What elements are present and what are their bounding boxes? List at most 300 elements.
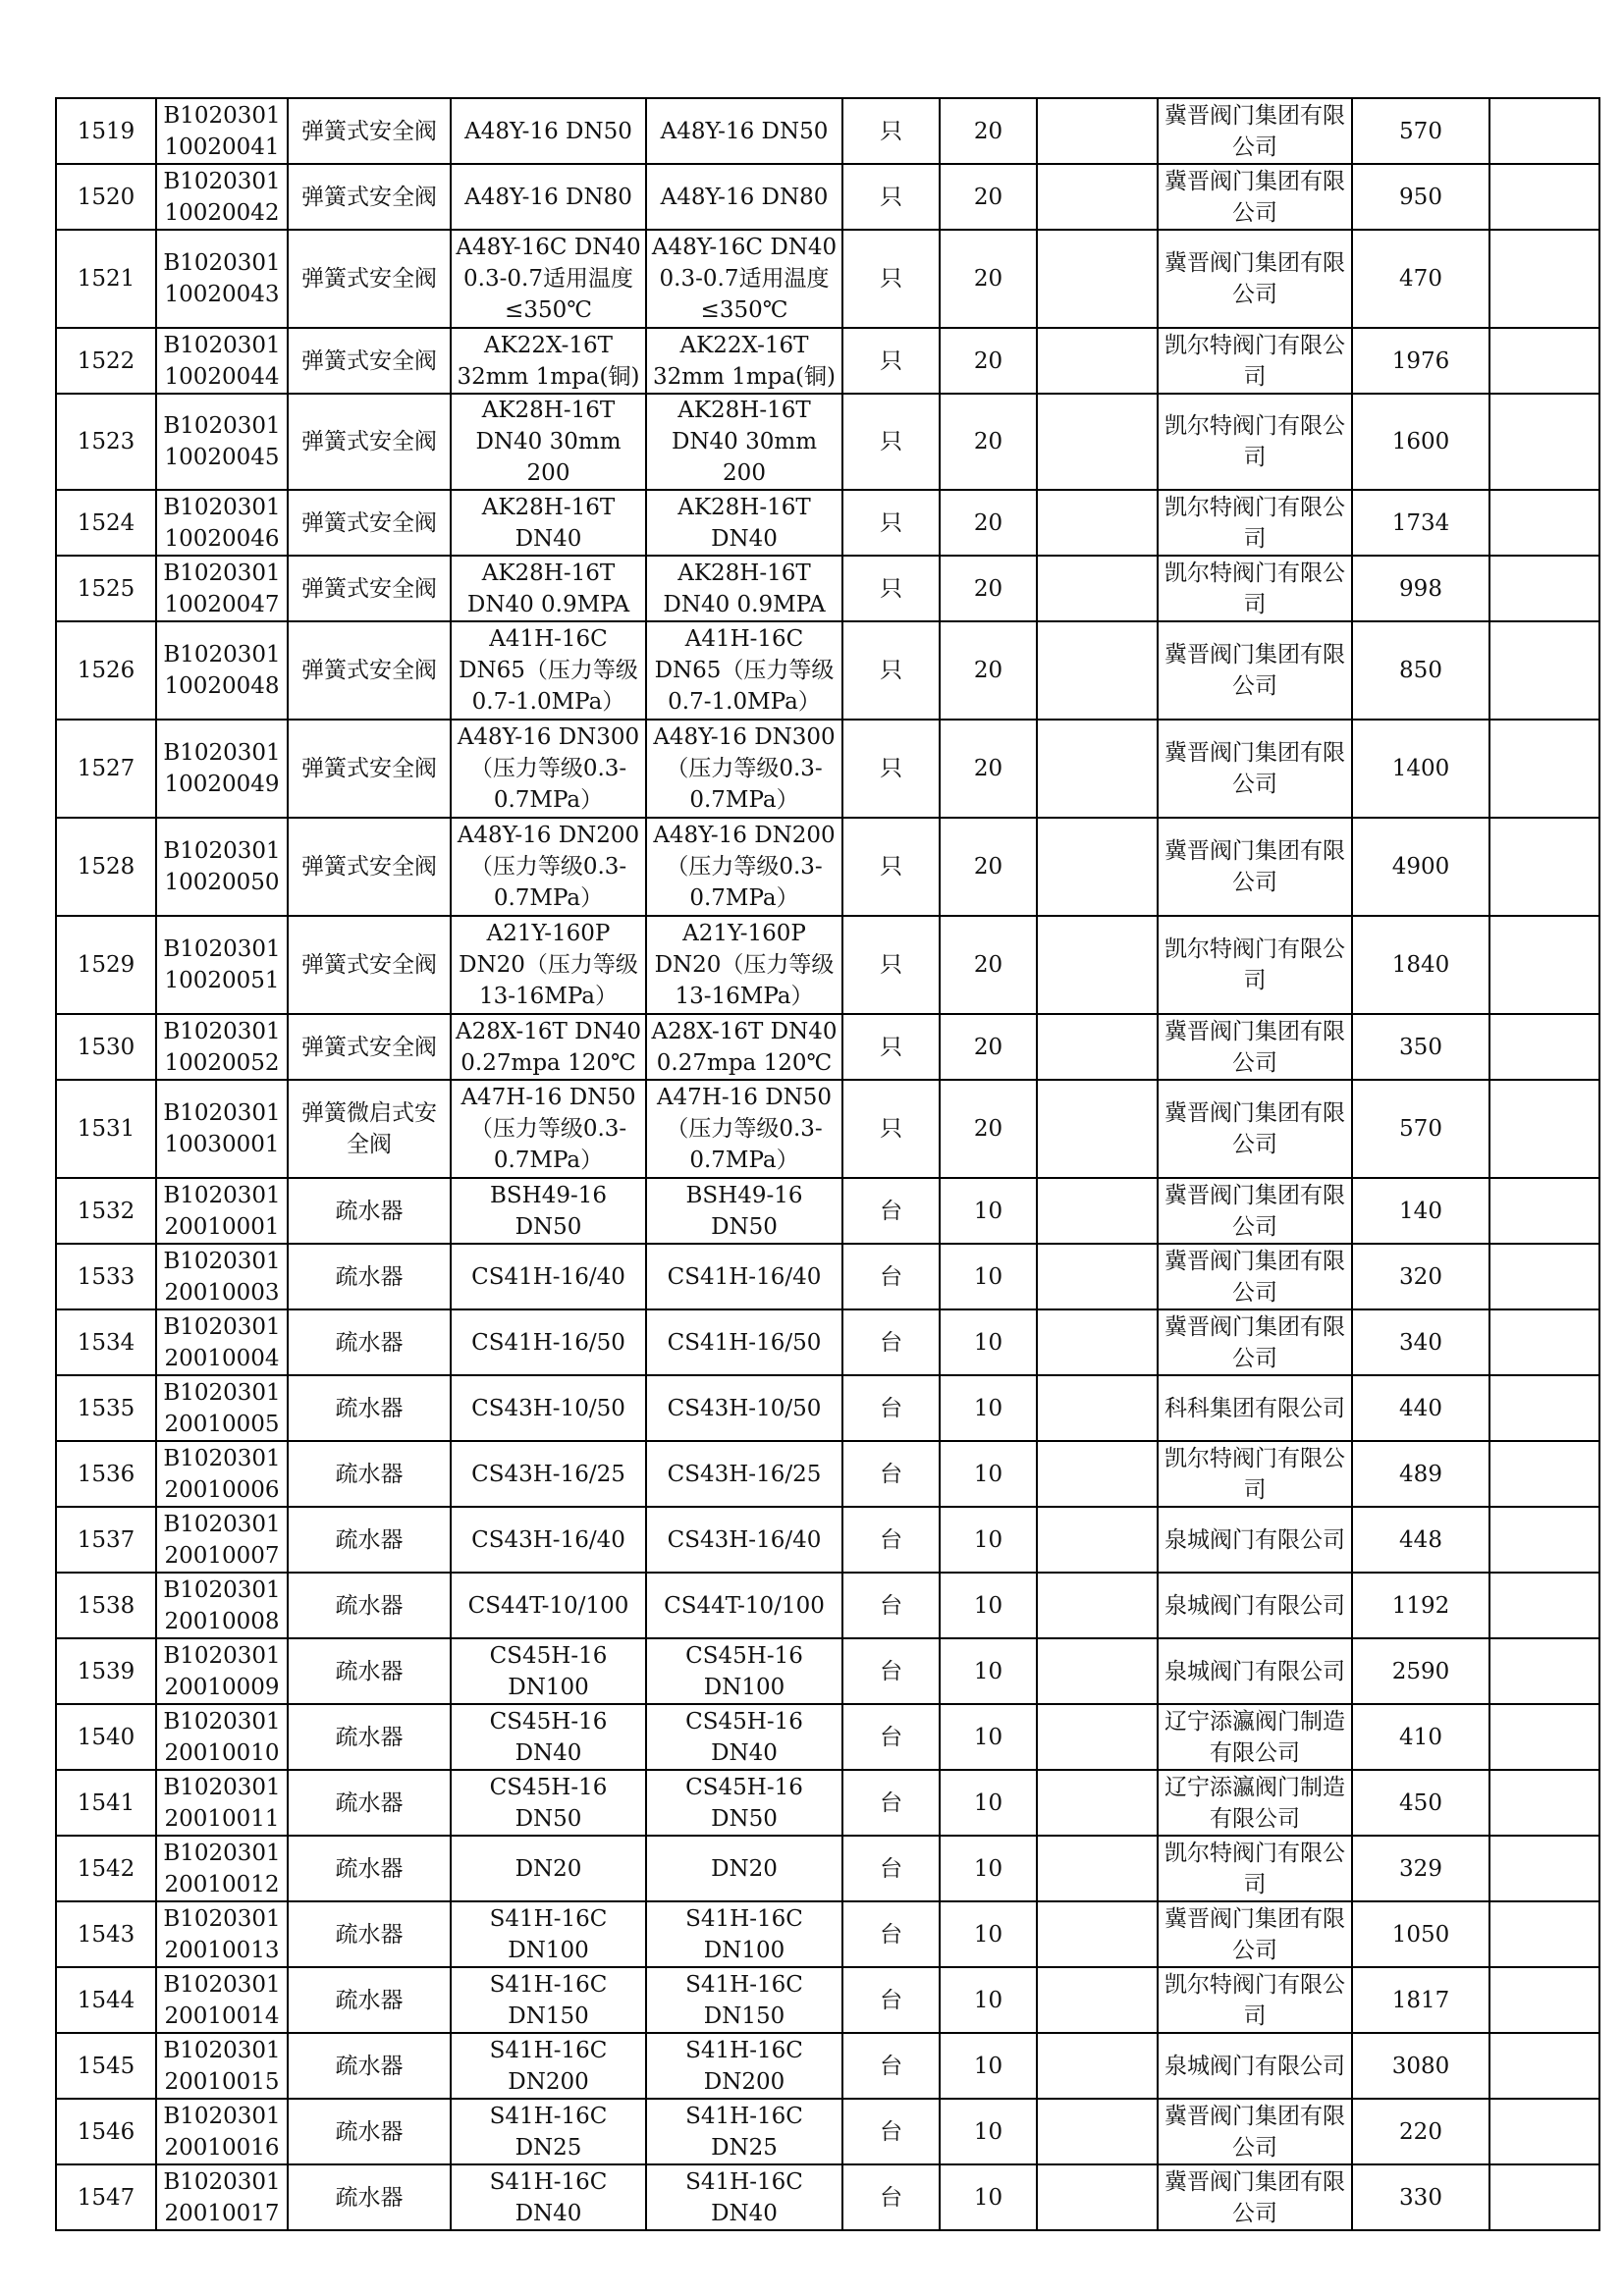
price-cell-text: 1192 [1391,1592,1450,1619]
unit-cell-text: 台 [880,1329,902,1356]
spec-cell [646,556,842,621]
item-code-cell-text: B1020301 20010009 [163,1642,281,1700]
item-name-cell-text: 弹簧式安全阀 [301,575,437,602]
unit-cell [842,1014,940,1080]
spec-cell [646,490,842,556]
manufacturer-cell [1158,1375,1352,1441]
unit-cell [842,164,940,230]
unit-cell [842,1375,940,1441]
price-cell [1352,1638,1489,1704]
spec-cell-text: DN20 [711,1855,778,1882]
quantity-cell [940,720,1037,818]
unit-cell-text: 只 [880,429,902,454]
price-cell-text: 220 [1399,2118,1442,2145]
item-name-cell-text: 弹簧式安全阀 [301,658,437,683]
model-spec-cell-text: A28X-16T DN40 0.27mpa 120℃ [456,1018,641,1076]
price-cell [1352,2033,1489,2099]
item-code-cell-text: B1020301 10020048 [163,642,281,699]
remark-cell [1489,328,1599,394]
manufacturer-cell [1158,1770,1352,1836]
model-spec-cell-text: CS41H-16/40 [471,1263,625,1290]
row-number-cell-text: 1538 [77,1592,135,1619]
quantity-cell-text: 10 [973,1526,1003,1553]
spec-cell [646,1178,842,1244]
quantity-cell-text: 10 [973,1658,1003,1684]
manufacturer-cell-text: 辽宁添瀛阀门制造有限公司 [1164,1774,1345,1832]
manufacturer-cell [1158,1967,1352,2033]
row-number-cell-text: 1521 [77,266,135,292]
row-number-cell [56,720,156,818]
row-number-cell [56,1573,156,1638]
price-cell [1352,230,1489,328]
item-code-cell [156,1178,288,1244]
row-number-cell-text: 1522 [77,347,135,374]
spec-cell-text: CS44T-10/100 [664,1592,825,1619]
spec-cell-text: AK28H-16T DN40 [677,494,811,552]
model-spec-cell-text: CS45H-16 DN100 [489,1642,608,1700]
item-name-cell-text: 疏水器 [335,1789,404,1816]
quantity-cell-text: 10 [973,2184,1003,2211]
item-name-cell [288,1573,451,1638]
model-spec-cell [451,1704,646,1770]
unit-cell [842,1967,940,2033]
note-cell [1037,1309,1158,1375]
model-spec-cell [451,1573,646,1638]
row-number-cell-text: 1523 [77,429,135,454]
manufacturer-cell-text: 冀晋阀门集团有限公司 [1164,642,1345,699]
item-name-cell-text: 疏水器 [335,2053,404,2079]
model-spec-cell-text: CS43H-10/50 [471,1395,625,1421]
item-code-cell [156,1573,288,1638]
spec-cell-text: S41H-16C DN100 [685,1905,803,1963]
spec-cell [646,230,842,328]
quantity-cell [940,1704,1037,1770]
unit-cell [842,1638,940,1704]
note-cell [1037,328,1158,394]
item-code-cell [156,1507,288,1573]
note-cell [1037,1014,1158,1080]
item-name-cell [288,1638,451,1704]
price-cell-text: 1050 [1391,1921,1450,1948]
price-cell-text: 1600 [1391,429,1450,454]
remark-cell [1489,2033,1599,2099]
item-code-cell-text: B1020301 20010011 [163,1774,281,1832]
remark-cell [1489,621,1599,720]
model-spec-cell-text: CS41H-16/50 [471,1329,625,1356]
price-cell-text: 410 [1399,1724,1442,1750]
price-cell [1352,556,1489,621]
model-spec-cell [451,1244,646,1309]
table-row [56,2033,1599,2099]
quantity-cell-text: 10 [973,1263,1003,1290]
table-row [56,490,1599,556]
model-spec-cell [451,230,646,328]
unit-cell [842,1573,940,1638]
item-code-cell [156,1309,288,1375]
item-name-cell [288,490,451,556]
remark-cell [1489,1901,1599,1967]
model-spec-cell-text: CS45H-16 DN40 [489,1708,608,1766]
manufacturer-cell [1158,1309,1352,1375]
item-code-cell [156,328,288,394]
remark-cell [1489,394,1599,490]
table-row [56,1178,1599,1244]
model-spec-cell-text: A48Y-16C DN40 0.3-0.7适用温度≤350℃ [456,235,641,323]
model-spec-cell-text: BSH49-16 DN50 [489,1182,608,1240]
spec-cell [646,2164,842,2230]
quantity-cell-text: 20 [973,184,1003,210]
quantity-cell [940,1836,1037,1901]
spec-cell [646,621,842,720]
item-code-cell [156,490,288,556]
remark-cell [1489,98,1599,164]
manufacturer-cell-text: 冀晋阀门集团有限公司 [1164,1905,1345,1963]
manufacturer-cell [1158,490,1352,556]
unit-cell-text: 台 [880,1921,902,1948]
manufacturer-cell-text: 冀晋阀门集团有限公司 [1164,168,1345,226]
remark-cell [1489,720,1599,818]
quantity-cell-text: 20 [973,756,1003,781]
spec-cell [646,328,842,394]
spec-cell-text: S41H-16C DN25 [685,2103,803,2161]
manufacturer-cell [1158,1244,1352,1309]
manufacturer-cell [1158,2099,1352,2164]
unit-cell [842,394,940,490]
item-name-cell [288,1014,451,1080]
note-cell [1037,1638,1158,1704]
item-code-cell-text: B1020301 10020052 [163,1018,281,1076]
note-cell [1037,394,1158,490]
price-cell-text: 950 [1399,184,1442,210]
spec-cell-text: A48Y-16 DN200（压力等级0.3-0.7MPa） [653,823,836,911]
model-spec-cell-text: AK22X-16T 32mm 1mpa(铜) [457,332,640,390]
table-row [56,1836,1599,1901]
row-number-cell-text: 1528 [77,854,135,880]
unit-cell-text: 台 [880,1658,902,1684]
item-name-cell [288,916,451,1014]
item-code-cell-text: B1020301 20010012 [163,1840,281,1897]
row-number-cell-text: 1524 [77,509,135,536]
price-cell [1352,1014,1489,1080]
price-cell [1352,720,1489,818]
unit-cell [842,1244,940,1309]
manufacturer-cell-text: 凯尔特阀门有限公司 [1164,332,1345,390]
remark-cell [1489,2164,1599,2230]
row-number-cell [56,1967,156,2033]
model-spec-cell [451,556,646,621]
model-spec-cell [451,1836,646,1901]
spec-cell [646,1704,842,1770]
remark-cell [1489,818,1599,916]
spec-cell-text: S41H-16C DN200 [685,2037,803,2095]
price-cell [1352,1901,1489,1967]
quantity-cell-text: 10 [973,1855,1003,1882]
unit-cell-text: 台 [880,2184,902,2211]
price-cell [1352,1507,1489,1573]
item-code-cell-text: B1020301 10020046 [163,494,281,552]
table-row [56,328,1599,394]
item-name-cell-text: 疏水器 [335,1724,404,1750]
spec-cell-text: CS45H-16 DN40 [685,1708,803,1766]
table-row [56,1309,1599,1375]
item-name-cell [288,2164,451,2230]
model-spec-cell-text: AK28H-16T DN40 30mm 200 [475,398,622,486]
note-cell [1037,1080,1158,1178]
spec-cell [646,2033,842,2099]
unit-cell [842,720,940,818]
price-cell-text: 470 [1399,266,1442,292]
item-code-cell-text: B1020301 20010016 [163,2103,281,2161]
manufacturer-cell-text: 泉城阀门有限公司 [1164,1592,1345,1619]
row-number-cell [56,394,156,490]
row-number-cell-text: 1527 [77,756,135,781]
item-code-cell-text: B1020301 20010007 [163,1511,281,1569]
note-cell [1037,556,1158,621]
table-row [56,2164,1599,2230]
note-cell [1037,2099,1158,2164]
model-spec-cell [451,720,646,818]
note-cell [1037,916,1158,1014]
manufacturer-cell-text: 凯尔特阀门有限公司 [1164,413,1345,470]
quantity-cell-text: 10 [973,1592,1003,1619]
item-code-cell-text: B1020301 10030001 [163,1100,281,1157]
unit-cell [842,1901,940,1967]
row-number-cell [56,164,156,230]
item-name-cell-text: 弹簧式安全阀 [301,429,437,454]
quantity-cell [940,1178,1037,1244]
note-cell [1037,98,1158,164]
unit-cell [842,490,940,556]
spec-cell [646,2099,842,2164]
manufacturer-cell [1158,1573,1352,1638]
price-cell [1352,164,1489,230]
item-code-cell-text: B1020301 20010005 [163,1379,281,1437]
table-row [56,1967,1599,2033]
table-row [56,1080,1599,1178]
quantity-cell-text: 20 [973,509,1003,536]
model-spec-cell [451,2099,646,2164]
quantity-cell [940,1375,1037,1441]
item-name-cell-text: 疏水器 [335,1592,404,1619]
quantity-cell-text: 10 [973,1329,1003,1356]
price-cell [1352,1967,1489,2033]
unit-cell-text: 台 [880,1855,902,1882]
note-cell [1037,720,1158,818]
item-code-cell-text: B1020301 10020042 [163,168,281,226]
remark-cell [1489,490,1599,556]
item-name-cell-text: 疏水器 [335,1395,404,1421]
unit-cell-text: 台 [880,1461,902,1487]
manufacturer-cell-text: 冀晋阀门集团有限公司 [1164,1182,1345,1240]
remark-cell [1489,1704,1599,1770]
unit-cell [842,818,940,916]
quantity-cell [940,230,1037,328]
row-number-cell-text: 1530 [77,1034,135,1060]
unit-cell [842,1836,940,1901]
quantity-cell [940,1901,1037,1967]
price-cell-text: 330 [1399,2184,1442,2211]
spec-cell [646,720,842,818]
quantity-cell-text: 10 [973,1921,1003,1948]
manufacturer-cell [1158,1836,1352,1901]
quantity-cell-text: 20 [973,1034,1003,1060]
table-row [56,98,1599,164]
spec-cell [646,164,842,230]
price-cell-text: 350 [1399,1034,1442,1060]
spec-cell [646,1375,842,1441]
unit-cell [842,621,940,720]
table-row [56,1507,1599,1573]
price-cell-text: 448 [1399,1526,1442,1553]
quantity-cell [940,556,1037,621]
price-cell [1352,1178,1489,1244]
item-code-cell [156,1770,288,1836]
model-spec-cell-text: S41H-16C DN25 [489,2103,608,2161]
model-spec-cell-text: A21Y-160P DN20（压力等级13-16MPa） [459,921,638,1009]
row-number-cell [56,1244,156,1309]
model-spec-cell-text: A48Y-16 DN50 [464,118,632,144]
quantity-cell-text: 20 [973,575,1003,602]
item-name-cell [288,1836,451,1901]
remark-cell [1489,1178,1599,1244]
model-spec-cell [451,328,646,394]
note-cell [1037,1704,1158,1770]
manufacturer-cell-text: 泉城阀门有限公司 [1164,1526,1345,1553]
manufacturer-cell-text: 冀晋阀门集团有限公司 [1164,838,1345,895]
manufacturer-cell [1158,164,1352,230]
spec-cell [646,916,842,1014]
spec-cell [646,1244,842,1309]
quantity-cell [940,1770,1037,1836]
manufacturer-cell [1158,1441,1352,1507]
item-code-cell-text: B1020301 20010001 [163,1182,281,1240]
spec-cell [646,1770,842,1836]
item-name-cell-text: 疏水器 [335,1855,404,1882]
unit-cell-text: 只 [880,658,902,683]
item-name-cell [288,1178,451,1244]
item-name-cell-text: 弹簧式安全阀 [301,1034,437,1060]
price-cell-text: 1400 [1391,756,1450,781]
price-cell [1352,2099,1489,2164]
item-code-cell [156,1244,288,1309]
row-number-cell-text: 1532 [77,1198,135,1224]
table-row [56,2099,1599,2164]
spec-cell-text: CS43H-16/40 [667,1526,822,1553]
spec-cell-text: CS43H-10/50 [667,1395,822,1421]
item-code-cell [156,1014,288,1080]
spec-cell-text: S41H-16C DN40 [685,2168,803,2226]
row-number-cell-text: 1543 [77,1921,135,1948]
manufacturer-cell [1158,1507,1352,1573]
spec-cell-text: AK28H-16T DN40 30mm 200 [671,398,818,486]
row-number-cell [56,98,156,164]
manufacturer-cell [1158,1704,1352,1770]
note-cell [1037,818,1158,916]
quantity-cell [940,164,1037,230]
quantity-cell-text: 10 [973,1789,1003,1816]
note-cell [1037,1441,1158,1507]
note-cell [1037,1967,1158,2033]
item-code-cell [156,394,288,490]
table-row [56,621,1599,720]
table-row [56,1770,1599,1836]
item-name-cell-text: 疏水器 [335,1987,404,2013]
remark-cell [1489,1967,1599,2033]
row-number-cell [56,916,156,1014]
model-spec-cell-text: S41H-16C DN100 [489,1905,608,1963]
spec-cell [646,1441,842,1507]
item-code-cell [156,1901,288,1967]
quantity-cell [940,2099,1037,2164]
quantity-cell [940,2164,1037,2230]
row-number-cell [56,1770,156,1836]
quantity-cell-text: 20 [973,118,1003,144]
price-cell [1352,394,1489,490]
unit-cell [842,1507,940,1573]
price-cell [1352,1836,1489,1901]
item-name-cell [288,1375,451,1441]
item-code-cell [156,1080,288,1178]
spec-cell [646,1901,842,1967]
remark-cell [1489,1638,1599,1704]
item-code-cell-text: B1020301 10020045 [163,413,281,470]
remark-cell [1489,1441,1599,1507]
item-code-cell [156,164,288,230]
item-name-cell [288,1967,451,2033]
table-row [56,230,1599,328]
quantity-cell-text: 10 [973,2053,1003,2079]
spec-cell [646,1573,842,1638]
item-code-cell [156,556,288,621]
price-cell [1352,1309,1489,1375]
unit-cell-text: 只 [880,756,902,781]
item-code-cell [156,818,288,916]
quantity-cell [940,1080,1037,1178]
spec-cell-text: A28X-16T DN40 0.27mpa 120℃ [651,1018,838,1076]
model-spec-cell-text: DN20 [514,1855,582,1882]
price-cell-text: 450 [1399,1789,1442,1816]
unit-cell-text: 只 [880,184,902,210]
price-cell-text: 3080 [1391,2053,1450,2079]
quantity-cell [940,818,1037,916]
spec-cell-text: A48Y-16 DN50 [660,118,829,144]
item-name-cell-text: 弹簧式安全阀 [301,347,437,374]
manufacturer-cell-text: 凯尔特阀门有限公司 [1164,1445,1345,1503]
unit-cell-text: 只 [880,1034,902,1060]
spec-cell-text: CS43H-16/25 [667,1461,822,1487]
manufacturer-cell-text: 冀晋阀门集团有限公司 [1164,102,1345,160]
spec-cell-text: A48Y-16 DN80 [660,184,829,210]
unit-cell [842,2164,940,2230]
item-name-cell-text: 疏水器 [335,1198,404,1224]
row-number-cell [56,490,156,556]
model-spec-cell-text: CS44T-10/100 [467,1592,629,1619]
model-spec-cell [451,621,646,720]
manufacturer-cell [1158,230,1352,328]
item-code-cell [156,2099,288,2164]
item-code-cell [156,1967,288,2033]
row-number-cell [56,556,156,621]
quantity-cell [940,1638,1037,1704]
note-cell [1037,1770,1158,1836]
spec-cell-text: CS45H-16 DN100 [685,1642,803,1700]
model-spec-cell [451,1638,646,1704]
item-name-cell-text: 疏水器 [335,1921,404,1948]
manufacturer-cell-text: 科科集团有限公司 [1164,1395,1345,1421]
quantity-cell [940,1441,1037,1507]
quantity-cell-text: 20 [973,658,1003,683]
remark-cell [1489,230,1599,328]
